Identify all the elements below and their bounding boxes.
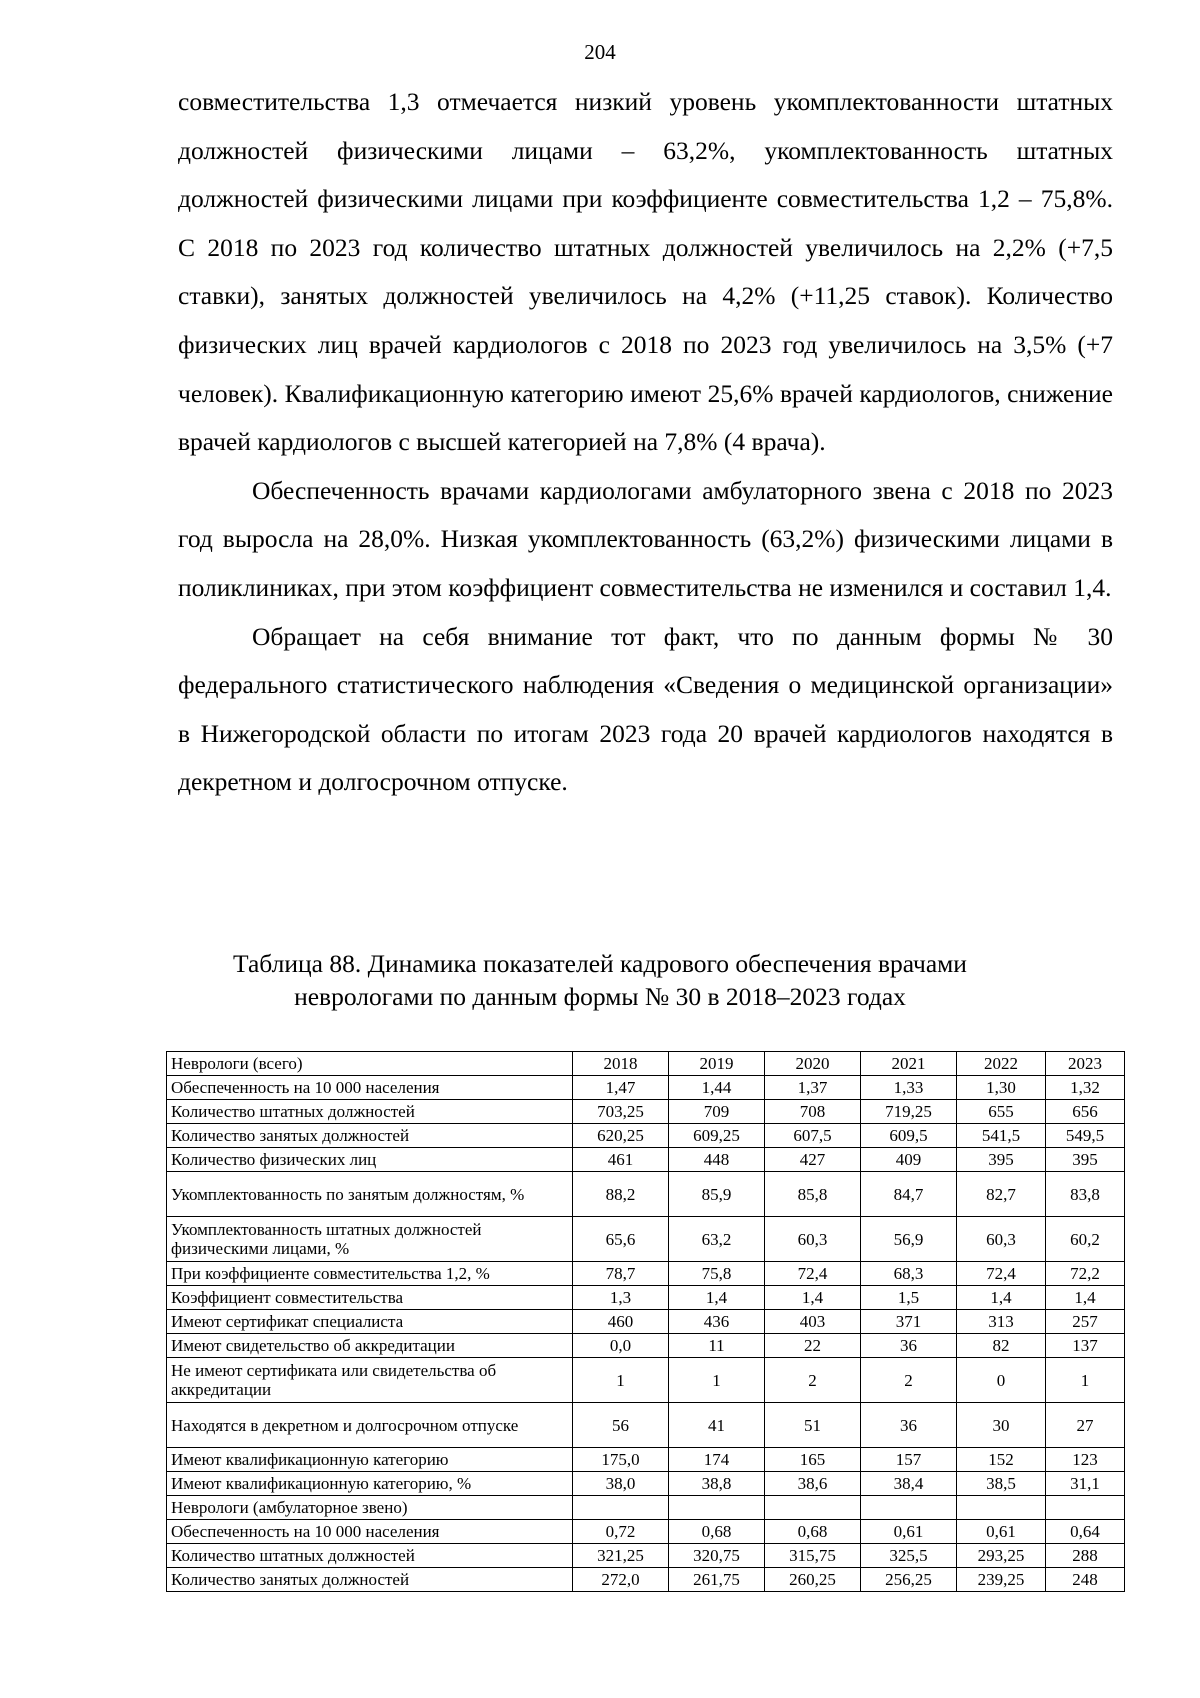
value-cell-2019: 609,25 bbox=[669, 1124, 765, 1148]
value-cell-2022: 239,25 bbox=[957, 1568, 1046, 1592]
table-row bbox=[167, 1568, 1125, 1592]
value-cell-2019: 320,75 bbox=[669, 1544, 765, 1568]
value-cell-2018: 88,2 bbox=[573, 1172, 669, 1217]
row-label-cell: Укомплектованность штатных должностей физическими лицами, % bbox=[167, 1217, 573, 1262]
value-cell-2022: 2022 bbox=[957, 1052, 1046, 1076]
paragraph-3: Обращает на себя внимание тот факт, что по данным формы № 30 федерального статистического наблюдения «Сведения о медицинской организации» в Нижегородской области по итогам 2023 года 20 врачей кардиологов находятся в декретном и долгосрочном отпуске. bbox=[178, 621, 1113, 797]
value-cell-2021: 2 bbox=[861, 1358, 957, 1403]
value-cell-2023: 27 bbox=[1046, 1403, 1125, 1448]
value-cell-2018: 321,25 bbox=[573, 1544, 669, 1568]
row-label-cell: Укомплектованность по занятым должностям, % bbox=[167, 1172, 573, 1217]
value-cell-2018: 38,0 bbox=[573, 1472, 669, 1496]
value-cell-2020: 85,8 bbox=[765, 1172, 861, 1217]
value-cell-2022 bbox=[957, 1496, 1046, 1520]
table-row bbox=[167, 1334, 1125, 1358]
value-cell-2019: 85,9 bbox=[669, 1172, 765, 1217]
table-caption-line-1: Таблица 88. Динамика показателей кадрового обеспечения врачами bbox=[233, 949, 967, 978]
value-cell-2023: 656 bbox=[1046, 1100, 1125, 1124]
value-cell-2019: 1,44 bbox=[669, 1076, 765, 1100]
value-cell-2021: 36 bbox=[861, 1403, 957, 1448]
value-cell-2018: 1,3 bbox=[573, 1286, 669, 1310]
value-cell-2021: 719,25 bbox=[861, 1100, 957, 1124]
value-cell-2020: 22 bbox=[765, 1334, 861, 1358]
value-cell-2023 bbox=[1046, 1496, 1125, 1520]
value-cell-2021: 325,5 bbox=[861, 1544, 957, 1568]
row-label-cell: Количество физических лиц bbox=[167, 1148, 573, 1172]
table-header-row bbox=[167, 1052, 1125, 1076]
value-cell-2018 bbox=[573, 1496, 669, 1520]
value-cell-2019: 448 bbox=[669, 1148, 765, 1172]
value-cell-2018: 461 bbox=[573, 1148, 669, 1172]
value-cell-2022: 30 bbox=[957, 1403, 1046, 1448]
neurologists-staffing-table bbox=[166, 1051, 1125, 1592]
value-cell-2023: 0,64 bbox=[1046, 1520, 1125, 1544]
value-cell-2023: 549,5 bbox=[1046, 1124, 1125, 1148]
value-cell-2018: 2018 bbox=[573, 1052, 669, 1076]
value-cell-2018: 175,0 bbox=[573, 1448, 669, 1472]
value-cell-2022: 313 bbox=[957, 1310, 1046, 1334]
row-label-cell: Количество занятых должностей bbox=[167, 1568, 573, 1592]
table-row bbox=[167, 1286, 1125, 1310]
row-label-cell: Неврологи (амбулаторное звено) bbox=[167, 1496, 573, 1520]
table-row bbox=[167, 1100, 1125, 1124]
value-cell-2023: 1,32 bbox=[1046, 1076, 1125, 1100]
value-cell-2019 bbox=[669, 1496, 765, 1520]
table-caption-line-2: неврологами по данным формы № 30 в 2018–2023 годах bbox=[294, 982, 906, 1011]
value-cell-2020: 0,68 bbox=[765, 1520, 861, 1544]
value-cell-2021: 609,5 bbox=[861, 1124, 957, 1148]
value-cell-2019: 11 bbox=[669, 1334, 765, 1358]
table-row bbox=[167, 1544, 1125, 1568]
value-cell-2020: 260,25 bbox=[765, 1568, 861, 1592]
value-cell-2019: 63,2 bbox=[669, 1217, 765, 1262]
value-cell-2021: 371 bbox=[861, 1310, 957, 1334]
table-row bbox=[167, 1496, 1125, 1520]
row-label-cell: Неврологи (всего) bbox=[167, 1052, 573, 1076]
body-text bbox=[178, 78, 1113, 807]
value-cell-2020 bbox=[765, 1496, 861, 1520]
value-cell-2018: 1,47 bbox=[573, 1076, 669, 1100]
value-cell-2020: 2 bbox=[765, 1358, 861, 1403]
value-cell-2022: 38,5 bbox=[957, 1472, 1046, 1496]
value-cell-2023: 2023 bbox=[1046, 1052, 1125, 1076]
row-label-cell: Находятся в декретном и долгосрочном отпуске bbox=[167, 1403, 573, 1448]
table-row bbox=[167, 1262, 1125, 1286]
value-cell-2018: 620,25 bbox=[573, 1124, 669, 1148]
row-label-cell: Имеют квалификационную категорию, % bbox=[167, 1472, 573, 1496]
value-cell-2021: 409 bbox=[861, 1148, 957, 1172]
value-cell-2020: 315,75 bbox=[765, 1544, 861, 1568]
table-row bbox=[167, 1403, 1125, 1448]
value-cell-2019: 709 bbox=[669, 1100, 765, 1124]
value-cell-2020: 1,37 bbox=[765, 1076, 861, 1100]
value-cell-2022: 1,30 bbox=[957, 1076, 1046, 1100]
value-cell-2022: 152 bbox=[957, 1448, 1046, 1472]
value-cell-2019: 2019 bbox=[669, 1052, 765, 1076]
value-cell-2022: 541,5 bbox=[957, 1124, 1046, 1148]
value-cell-2023: 1,4 bbox=[1046, 1286, 1125, 1310]
paragraph-2: Обеспеченность врачами кардиологами амбулаторного звена с 2018 по 2023 год выросла на 28,0%. Низкая укомплектованность (63,2%) физическими лицами в поликлиниках, при этом коэффициент совместительства не изменился и составил 1,4. bbox=[178, 475, 1113, 602]
value-cell-2020: 72,4 bbox=[765, 1262, 861, 1286]
value-cell-2023: 83,8 bbox=[1046, 1172, 1125, 1217]
value-cell-2023: 248 bbox=[1046, 1568, 1125, 1592]
value-cell-2019: 1,4 bbox=[669, 1286, 765, 1310]
value-cell-2020: 2020 bbox=[765, 1052, 861, 1076]
table-row bbox=[167, 1448, 1125, 1472]
value-cell-2021: 68,3 bbox=[861, 1262, 957, 1286]
value-cell-2018: 1 bbox=[573, 1358, 669, 1403]
value-cell-2021: 1,33 bbox=[861, 1076, 957, 1100]
value-cell-2018: 78,7 bbox=[573, 1262, 669, 1286]
value-cell-2020: 51 bbox=[765, 1403, 861, 1448]
table-row bbox=[167, 1172, 1125, 1217]
value-cell-2021: 38,4 bbox=[861, 1472, 957, 1496]
value-cell-2018: 272,0 bbox=[573, 1568, 669, 1592]
value-cell-2019: 41 bbox=[669, 1403, 765, 1448]
value-cell-2021: 84,7 bbox=[861, 1172, 957, 1217]
table-row bbox=[167, 1472, 1125, 1496]
value-cell-2022: 1,4 bbox=[957, 1286, 1046, 1310]
table-row bbox=[167, 1358, 1125, 1403]
value-cell-2021: 1,5 bbox=[861, 1286, 957, 1310]
value-cell-2022: 0,61 bbox=[957, 1520, 1046, 1544]
value-cell-2020: 60,3 bbox=[765, 1217, 861, 1262]
value-cell-2018: 0,72 bbox=[573, 1520, 669, 1544]
value-cell-2021: 2021 bbox=[861, 1052, 957, 1076]
value-cell-2019: 261,75 bbox=[669, 1568, 765, 1592]
value-cell-2023: 123 bbox=[1046, 1448, 1125, 1472]
value-cell-2021: 256,25 bbox=[861, 1568, 957, 1592]
value-cell-2023: 60,2 bbox=[1046, 1217, 1125, 1262]
value-cell-2023: 288 bbox=[1046, 1544, 1125, 1568]
value-cell-2022: 655 bbox=[957, 1100, 1046, 1124]
value-cell-2020: 607,5 bbox=[765, 1124, 861, 1148]
paragraph-1: совместительства 1,3 отмечается низкий уровень укомплектованности штатных должностей физическими лицами – 63,2%, укомплектованность штатных должностей физическими лицами при коэффициенте совместительства 1,2 – 75,8%. С 2018 по 2023 год количество штатных должностей увеличилось на 2,2% (+7,5 ставки), занятых должностей увеличилось на 4,2% (+11,25 ставок). Количество физических лиц врачей кардиологов с 2018 по 2023 год увеличилось на 3,5% (+7 человек). Квалификационную категорию имеют 25,6% врачей кардиологов, снижение врачей кардиологов с высшей категорией на 7,8% (4 врача). bbox=[178, 87, 1113, 457]
table-row bbox=[167, 1076, 1125, 1100]
value-cell-2020: 708 bbox=[765, 1100, 861, 1124]
value-cell-2018: 703,25 bbox=[573, 1100, 669, 1124]
table-row bbox=[167, 1310, 1125, 1334]
value-cell-2023: 395 bbox=[1046, 1148, 1125, 1172]
row-label-cell: Имеют свидетельство об аккредитации bbox=[167, 1334, 573, 1358]
value-cell-2019: 0,68 bbox=[669, 1520, 765, 1544]
value-cell-2023: 257 bbox=[1046, 1310, 1125, 1334]
row-label-cell: Не имеют сертификата или свидетельства об аккредитации bbox=[167, 1358, 573, 1403]
value-cell-2021: 56,9 bbox=[861, 1217, 957, 1262]
row-label-cell: Обеспеченность на 10 000 населения bbox=[167, 1076, 573, 1100]
table-caption bbox=[0, 947, 1200, 1013]
value-cell-2022: 60,3 bbox=[957, 1217, 1046, 1262]
row-label-cell: При коэффициенте совместительства 1,2, % bbox=[167, 1262, 573, 1286]
table-row bbox=[167, 1124, 1125, 1148]
value-cell-2018: 65,6 bbox=[573, 1217, 669, 1262]
value-cell-2021 bbox=[861, 1496, 957, 1520]
value-cell-2020: 38,6 bbox=[765, 1472, 861, 1496]
value-cell-2020: 427 bbox=[765, 1148, 861, 1172]
table-row bbox=[167, 1520, 1125, 1544]
value-cell-2022: 395 bbox=[957, 1148, 1046, 1172]
value-cell-2022: 82,7 bbox=[957, 1172, 1046, 1217]
value-cell-2021: 0,61 bbox=[861, 1520, 957, 1544]
value-cell-2022: 72,4 bbox=[957, 1262, 1046, 1286]
row-label-cell: Имеют сертификат специалиста bbox=[167, 1310, 573, 1334]
value-cell-2019: 1 bbox=[669, 1358, 765, 1403]
value-cell-2021: 36 bbox=[861, 1334, 957, 1358]
table-row bbox=[167, 1148, 1125, 1172]
value-cell-2021: 157 bbox=[861, 1448, 957, 1472]
row-label-cell: Обеспеченность на 10 000 населения bbox=[167, 1520, 573, 1544]
value-cell-2023: 137 bbox=[1046, 1334, 1125, 1358]
value-cell-2023: 31,1 bbox=[1046, 1472, 1125, 1496]
row-label-cell: Количество штатных должностей bbox=[167, 1544, 573, 1568]
value-cell-2018: 460 bbox=[573, 1310, 669, 1334]
value-cell-2020: 1,4 bbox=[765, 1286, 861, 1310]
row-label-cell: Имеют квалификационную категорию bbox=[167, 1448, 573, 1472]
value-cell-2023: 72,2 bbox=[1046, 1262, 1125, 1286]
row-label-cell: Количество занятых должностей bbox=[167, 1124, 573, 1148]
row-label-cell: Количество штатных должностей bbox=[167, 1100, 573, 1124]
value-cell-2018: 56 bbox=[573, 1403, 669, 1448]
value-cell-2019: 38,8 bbox=[669, 1472, 765, 1496]
value-cell-2020: 165 bbox=[765, 1448, 861, 1472]
page-number: 204 bbox=[584, 40, 616, 64]
row-label-cell: Коэффициент совместительства bbox=[167, 1286, 573, 1310]
table-row bbox=[167, 1217, 1125, 1262]
value-cell-2020: 403 bbox=[765, 1310, 861, 1334]
value-cell-2019: 75,8 bbox=[669, 1262, 765, 1286]
value-cell-2018: 0,0 bbox=[573, 1334, 669, 1358]
value-cell-2022: 0 bbox=[957, 1358, 1046, 1403]
value-cell-2022: 293,25 bbox=[957, 1544, 1046, 1568]
value-cell-2022: 82 bbox=[957, 1334, 1046, 1358]
value-cell-2023: 1 bbox=[1046, 1358, 1125, 1403]
value-cell-2019: 436 bbox=[669, 1310, 765, 1334]
value-cell-2019: 174 bbox=[669, 1448, 765, 1472]
